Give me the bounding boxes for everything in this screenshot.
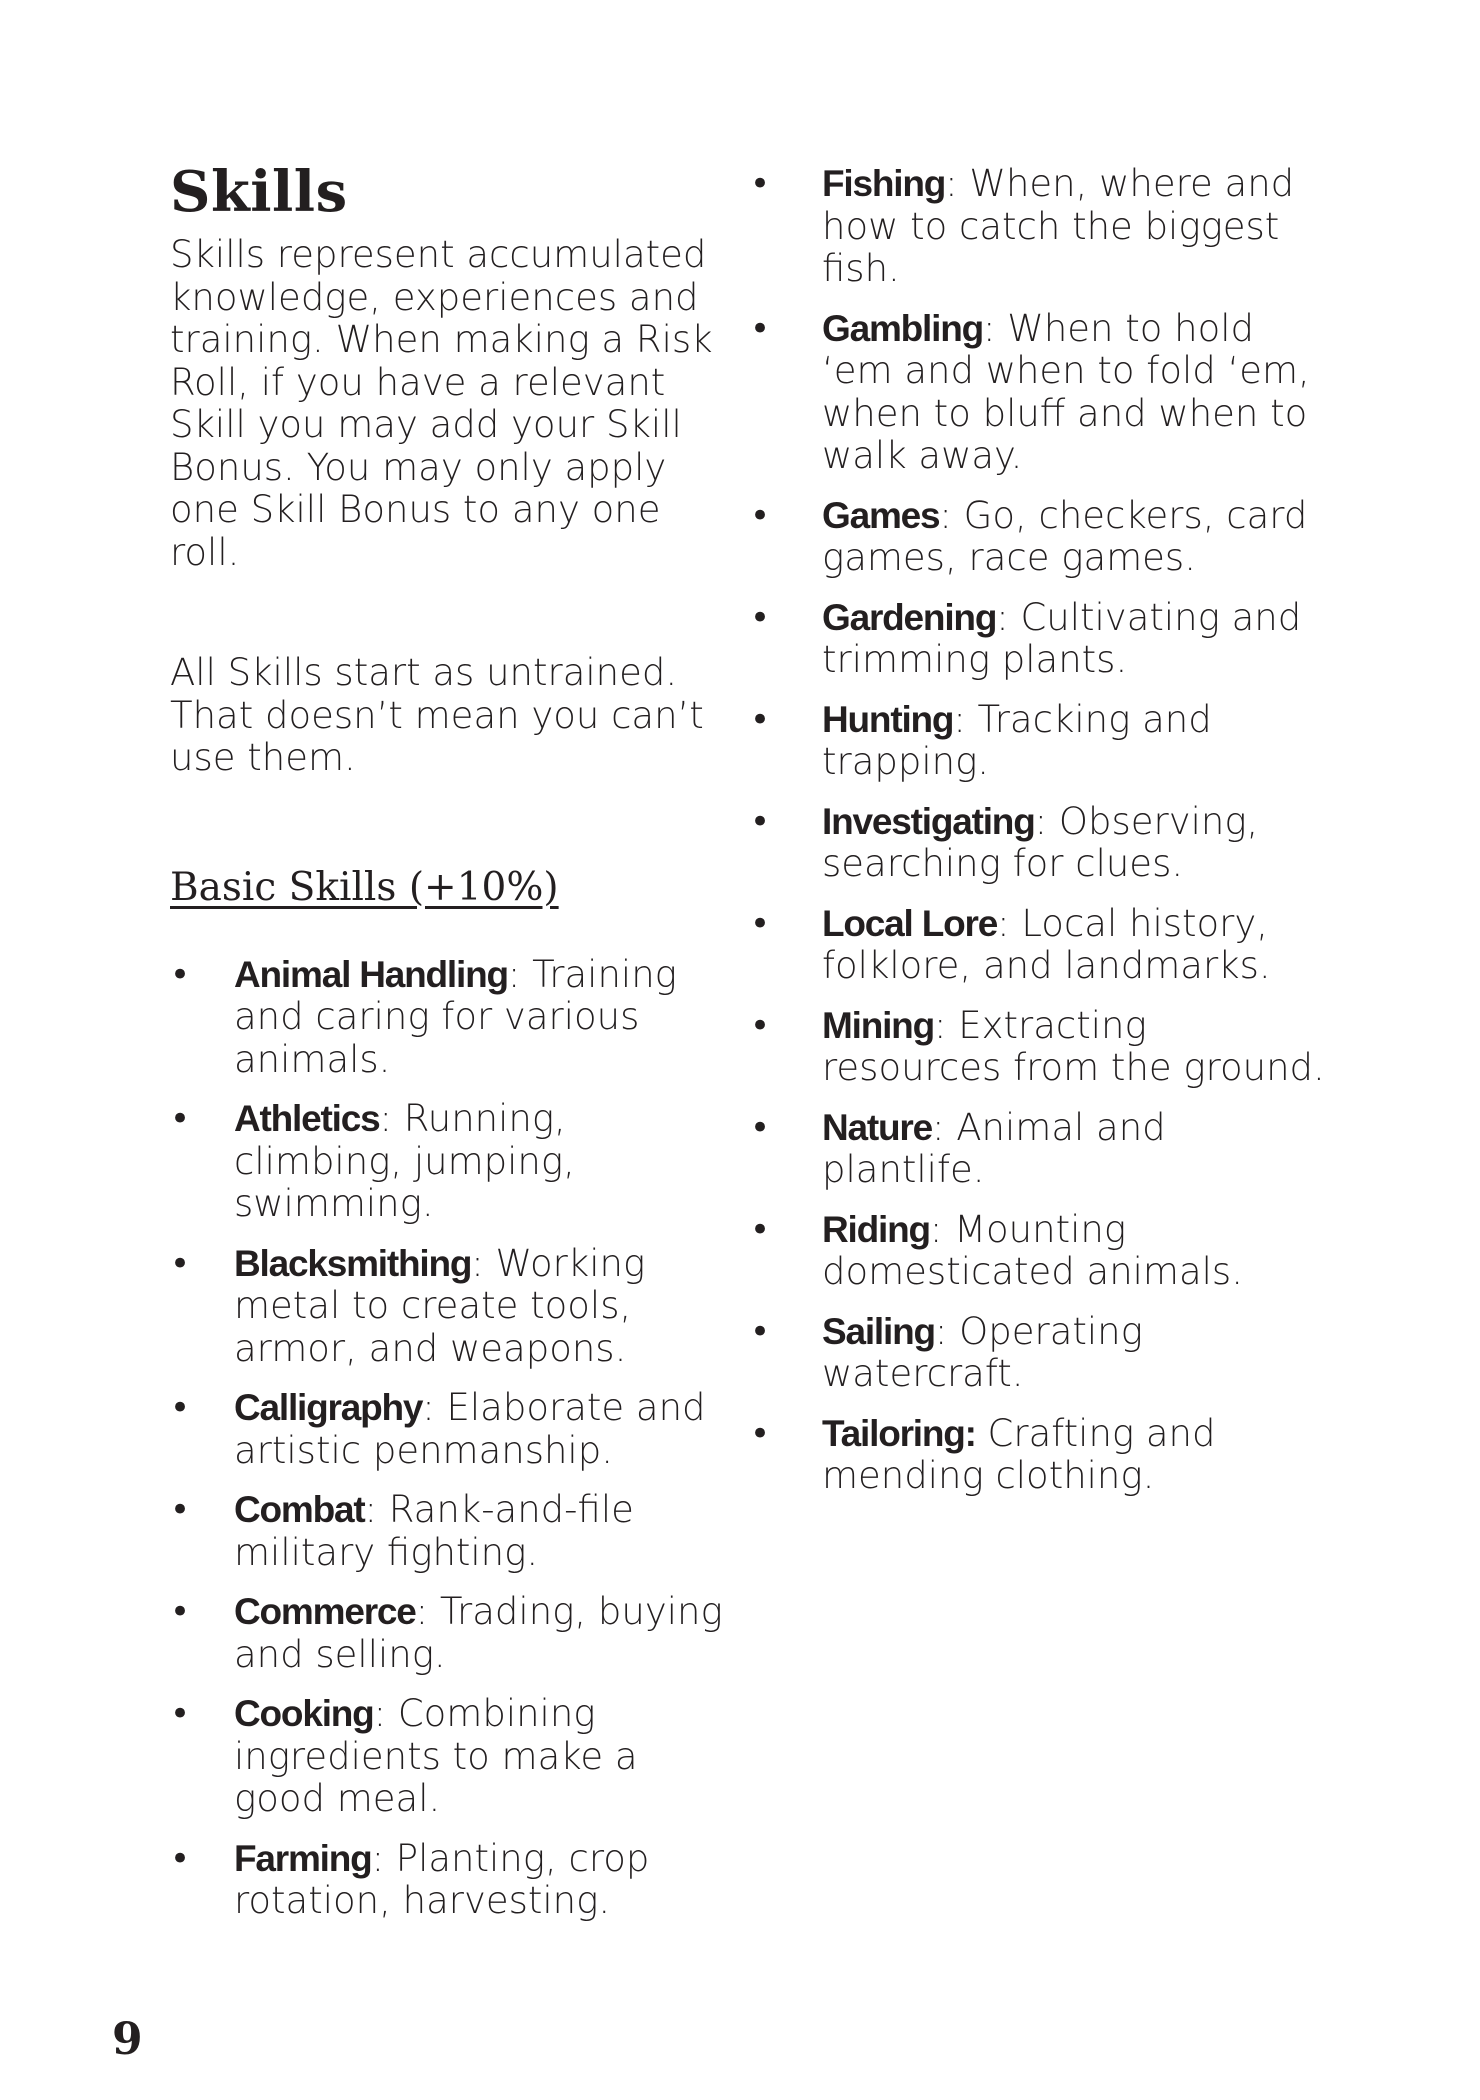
skill-list-item (170, 1489, 740, 1574)
skill-separator: : (997, 901, 1010, 945)
skill-list-item (170, 1243, 740, 1371)
bullet-icon: • (170, 1490, 191, 1530)
skill-list-item (170, 1387, 740, 1472)
skill-description: Cultivating and trimming plants. (822, 595, 1302, 681)
skill-description: When, where and how to catch the biggest fish. (822, 162, 1295, 290)
skill-description: Elaborate and artistic penmanship. (234, 1386, 706, 1472)
bullet-icon: • (750, 495, 771, 536)
skill-description: Planting, crop rotation, harvesting. (234, 1836, 650, 1922)
skill-separator: : (371, 1836, 385, 1880)
skill-separator: : (1034, 799, 1048, 843)
bullet-icon: • (170, 1838, 191, 1879)
skill-separator: : (471, 1241, 484, 1285)
skill-description: Rank-and-file military fighting. (234, 1488, 634, 1574)
skill-description: Animal and plantlife. (822, 1105, 1166, 1191)
skill-description: When to hold ‘em and when to fold ‘em, when to bluff and when to walk away. (822, 306, 1310, 477)
skill-separator: : (929, 1207, 943, 1251)
skill-separator: : (422, 1386, 435, 1429)
left-column (170, 160, 740, 1940)
skill-name: Mining (822, 1004, 934, 1046)
skill-name: Commerce (234, 1591, 416, 1632)
skill-separator: : (373, 1692, 387, 1735)
bullet-icon: • (750, 1107, 771, 1148)
skill-name: Tailoring: (822, 1412, 976, 1454)
bullet-icon: • (750, 1209, 771, 1250)
skill-separator: : (379, 1097, 392, 1140)
skill-description: Working metal to create tools, armor, and weapons. (234, 1241, 646, 1370)
skill-name: Gambling (822, 307, 984, 349)
bullet-icon: • (170, 1099, 191, 1139)
skill-description: Running, climbing, jumping, swimming. (234, 1097, 575, 1225)
bullet-icon: • (170, 1388, 191, 1428)
bullet-icon: • (170, 1592, 191, 1632)
skill-separator: : (507, 952, 521, 996)
skill-separator: : (945, 162, 958, 205)
skill-separator: : (953, 697, 966, 741)
skill-list-item (750, 903, 1330, 988)
skill-description: Extracting resources from the ground. (822, 1003, 1325, 1089)
bullet-icon: • (750, 699, 771, 740)
skill-separator: : (415, 1590, 429, 1633)
skill-description: Local history, folklore, and landmarks. (822, 901, 1271, 987)
skill-list-item (750, 495, 1330, 580)
skill-list-item (170, 954, 740, 1082)
skill-list-item (750, 1413, 1330, 1498)
skill-separator: : (364, 1488, 377, 1531)
skill-description: Trading, buying and selling. (234, 1590, 723, 1676)
skill-name: Animal Handling (234, 953, 508, 995)
intro-paragraph: Skills represent accumulated knowledge, experiences and training. When making a Risk Roll, if you have a relevant Skill you may add your Skill Bonus. You may only apply one Skill Bonus to any one roll. (170, 233, 713, 574)
skill-name: Hunting (822, 698, 954, 740)
skill-name: Gardening (822, 596, 997, 638)
skill-separator: : (933, 1003, 947, 1047)
bullet-icon: • (170, 1243, 191, 1284)
skill-list-item (170, 1693, 740, 1821)
skill-separator: : (983, 306, 996, 350)
skill-description: Operating watercraft. (822, 1309, 1143, 1395)
skill-description: Observing, searching for clues. (822, 799, 1259, 885)
skill-name: Games (822, 494, 940, 536)
skill-list-item (170, 1838, 740, 1923)
bullet-icon: • (750, 1413, 771, 1454)
bullet-icon: • (750, 1311, 771, 1352)
skill-description: Combining ingredients to make a good meal. (234, 1692, 638, 1820)
bullet-icon: • (170, 954, 191, 995)
skill-name: Nature (822, 1106, 932, 1148)
skill-list-item (750, 308, 1330, 478)
skill-list-item (170, 1591, 740, 1676)
bullet-icon: • (750, 308, 771, 349)
skill-description: Tracking and trapping. (822, 697, 1212, 783)
skill-name: Calligraphy (234, 1387, 423, 1428)
bullet-icon: • (750, 801, 771, 842)
untrained-note-paragraph: All Skills start as untrained. That doesn’t mean you can’t use them. (170, 651, 704, 779)
skill-name: Riding (822, 1208, 930, 1250)
skill-name: Farming (234, 1837, 372, 1879)
skill-separator: : (932, 1105, 945, 1149)
skill-name: Blacksmithing (234, 1242, 472, 1284)
page-title: Skills (170, 159, 348, 225)
skill-name: Cooking (234, 1693, 374, 1734)
bullet-icon: • (170, 1694, 191, 1734)
skill-name: Local Lore (822, 902, 998, 944)
skill-separator: : (939, 493, 952, 537)
skill-list-item (750, 597, 1330, 682)
basic-skills-heading: Basic Skills (+10%) (170, 864, 559, 910)
bullet-icon: • (750, 597, 771, 638)
skill-list-item (750, 163, 1330, 291)
right-skill-list (750, 163, 1330, 1498)
right-column (750, 163, 1330, 1515)
skill-list-item (750, 801, 1330, 886)
skill-description: Training and caring for various animals. (234, 952, 677, 1081)
skill-list-item (750, 699, 1330, 784)
skill-separator: : (996, 595, 1009, 639)
skill-name: Athletics (234, 1098, 380, 1139)
skill-description: Crafting and mending clothing. (822, 1411, 1216, 1497)
skill-list-item (750, 1107, 1330, 1192)
skill-list-item (750, 1209, 1330, 1294)
skill-name: Sailing (822, 1310, 935, 1352)
bullet-icon: • (750, 903, 771, 944)
skill-list-item (750, 1005, 1330, 1090)
left-skill-list (170, 954, 740, 1923)
bullet-icon: • (750, 164, 771, 204)
skill-name: Fishing (822, 163, 946, 204)
skill-description: Go, checkers, card games, race games. (822, 493, 1308, 579)
page-number: 9 (112, 2014, 143, 2065)
skill-description: Mounting domesticated animals. (822, 1207, 1243, 1293)
skill-list-item (170, 1098, 740, 1226)
skill-list-item (750, 1311, 1330, 1396)
skill-name: Combat (234, 1489, 365, 1530)
skill-name: Investigating (822, 800, 1035, 842)
bullet-icon: • (750, 1005, 771, 1046)
skill-separator: : (934, 1309, 948, 1353)
